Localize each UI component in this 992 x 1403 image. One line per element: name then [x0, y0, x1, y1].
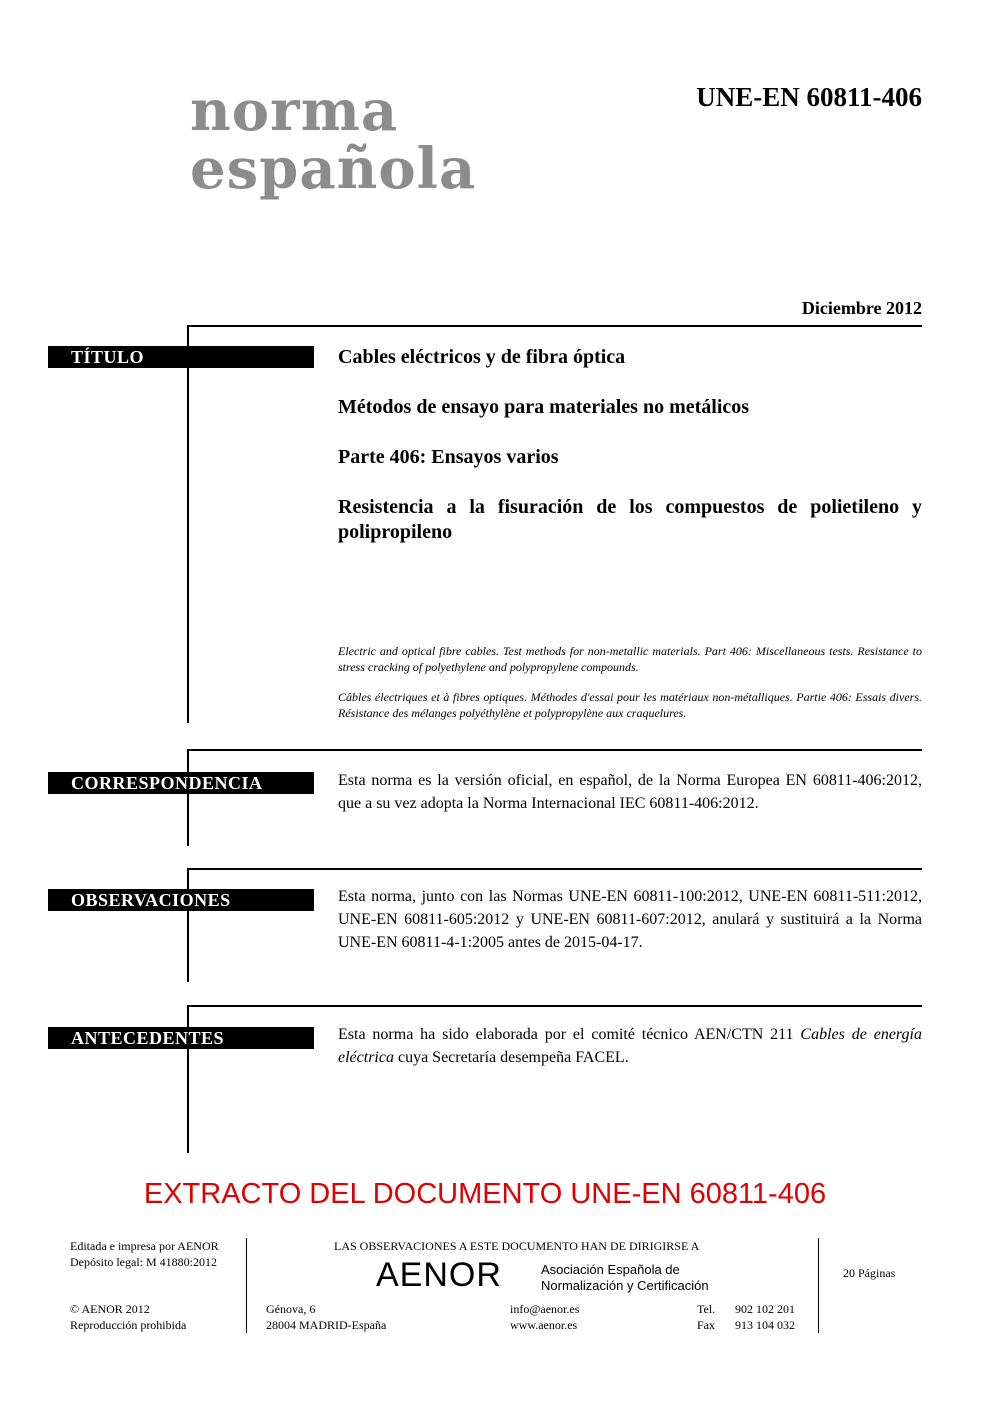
footer-fax-value: 913 104 032	[735, 1318, 795, 1332]
footer-web[interactable]: www.aenor.es	[510, 1318, 578, 1332]
antecedentes-text-part: cuya Secretaría desempeña FACEL.	[393, 1049, 629, 1066]
title-line-4: Resistencia a la fisuración de los compuestos de polietileno y polipropileno	[338, 496, 922, 543]
footer-tel-label: Tel.	[697, 1302, 716, 1316]
footer-address-line-2: 28004 MADRID-España	[266, 1318, 387, 1332]
section-label-titulo: TÍTULO	[48, 346, 314, 368]
title-line-3: Parte 406: Ensayos varios	[338, 446, 559, 468]
aenor-name-line-1: Asociación Española de	[541, 1262, 680, 1277]
divider	[188, 325, 922, 327]
brand-line-1: norma	[190, 78, 399, 144]
footer-fax-label: Fax	[697, 1318, 715, 1332]
title-line-2: Métodos de ensayo para materiales no metálicos	[338, 396, 750, 418]
footer-reproduction: Reproducción prohibida	[70, 1318, 187, 1332]
section-label-antecedentes: ANTECEDENTES	[48, 1027, 314, 1049]
footer-pages: 20 Páginas	[843, 1266, 896, 1280]
footer-address-line-1: Génova, 6	[266, 1302, 316, 1316]
divider	[188, 868, 922, 870]
brand-title	[190, 78, 477, 202]
footer-deposit: Depósito legal: M 41880:2012	[70, 1255, 217, 1269]
standard-code: UNE-EN 60811-406	[696, 82, 922, 112]
aenor-logo: AENOR	[376, 1256, 502, 1294]
extract-notice: EXTRACTO DEL DOCUMENTO UNE-EN 60811-406	[143, 1178, 827, 1210]
observaciones-text: Esta norma, junto con las Normas UNE-EN 60811-100:2012, UNE-EN 60811-511:2012, UNE-EN 60811-605:2012 y UNE-EN 60811-607:2012, anulará y sustituirá a la Norma UNE-EN 60811-4-1:2005 antes de 2015-04-17.	[338, 888, 922, 951]
divider	[188, 749, 922, 751]
aenor-full-name	[541, 1262, 709, 1294]
title-english: Electric and optical fibre cables. Test methods for non-metallic materials. Part 406: Miscellaneous tests. Resistance to stress cracking of polyethylene and polypropylene compounds.	[338, 644, 922, 674]
footer-email[interactable]: info@aenor.es	[510, 1302, 580, 1316]
antecedentes-text-part: Esta norma ha sido elaborada por el comité técnico AEN/CTN 211	[338, 1026, 801, 1043]
footer-observations-header: LAS OBSERVACIONES A ESTE DOCUMENTO HAN DE DIRIGIRSE A	[334, 1239, 700, 1253]
divider	[187, 325, 189, 723]
committee-name: Cables de energía eléctrica	[338, 1026, 922, 1066]
footer-edited: Editada e impresa por AENOR	[70, 1239, 219, 1253]
title-line-1: Cables eléctricos y de fibra óptica	[338, 346, 626, 368]
section-label-correspondencia: CORRESPONDENCIA	[48, 772, 314, 794]
footer-copyright: © AENOR 2012	[70, 1302, 150, 1316]
publication-date: Diciembre 2012	[801, 298, 922, 318]
section-label-observaciones: OBSERVACIONES	[48, 889, 314, 911]
aenor-name-line-2: Normalización y Certificación	[541, 1278, 709, 1293]
correspondencia-text: Esta norma es la versión oficial, en español, de la Norma Europea EN 60811-406:2012, que a su vez adopta la Norma Internacional IEC 60811-406:2012.	[338, 772, 922, 812]
title-french: Câbles électriques et à fibres optiques. Méthodes d'essai pour les matériaux non-métalliques. Partie 406: Essais divers. Résistance des mélanges polyéthylène et polypropylène aux craquelures.	[338, 690, 922, 720]
brand-line-2: española	[190, 136, 477, 202]
divider	[188, 1005, 922, 1007]
footer-divider	[246, 1238, 247, 1333]
footer-tel-value: 902 102 201	[735, 1302, 795, 1316]
antecedentes-text	[338, 1023, 922, 1069]
divider	[187, 868, 189, 982]
divider	[187, 749, 189, 846]
footer-divider	[818, 1238, 819, 1333]
